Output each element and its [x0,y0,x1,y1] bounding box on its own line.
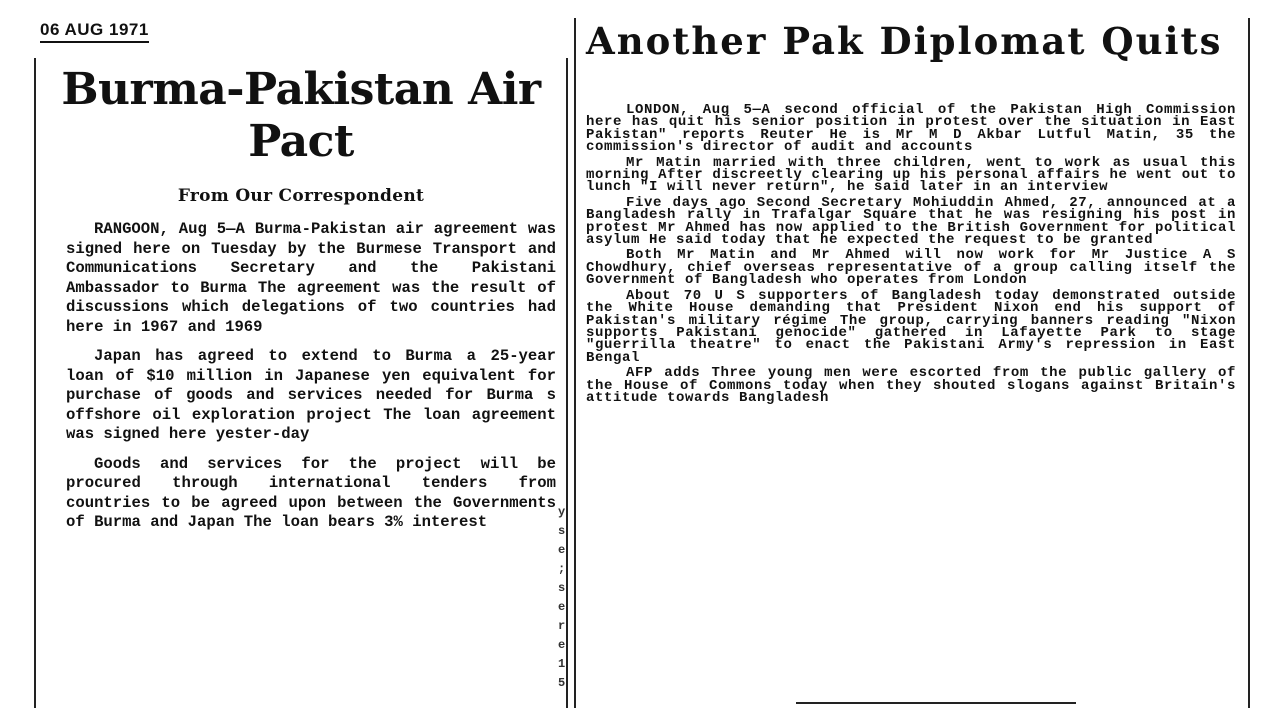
right-paragraph: Mr Matin married with three children, went to work as usual this morning After discreetly clearing up his personal affairs he went out to lunch "I will never return", he said later in an interview [586,154,1236,196]
left-body [66,220,556,543]
left-paragraph: RANGOON, Aug 5—A Burma-Pakistan air agreement was signed here on Tuesday by the Burmese Transport and Communications Secretary and the Pakistani Ambassador to Burma The agreement was the result of discussions which delegations of two countries had here in 1967 and 1969 [66,220,556,336]
margin-marks: y s e ; s e r e 15 [558,505,566,690]
bottom-rule [796,702,1076,704]
left-headline: Burma-Pakistan Air Pact [61,64,541,167]
left-byline: From Our Correspondent [177,186,425,206]
right-paragraph: Both Mr Matin and Mr Ahmed will now work for Mr Justice A S Chowdhury, chief overseas representative of a group calling itself the Government of Bangladesh who operates from London [586,247,1236,289]
right-headline: Another Pak Diplomat Quits [586,19,1223,63]
right-paragraph: About 70 U S supporters of Bangladesh today demonstrated outside the White House demanding that President Nixon end his support of Pakistan's military régime The group, carrying banners reading "Nixon supports Pakistani genocide" gathered in Lafayette Park to stage "guerrilla theatre" to enact the Pakistani Army's repression in East Bengal [586,287,1236,366]
right-body [586,104,1236,407]
left-clipping [34,58,568,708]
left-paragraph: Japan has agreed to extend to Burma a 25-year loan of $10 million in Japanese yen equivalent for purchase of goods and services needed for Burma s offshore oil exploration project The loan agreement was signed here yester-day [66,347,556,443]
right-paragraph: AFP adds Three young men were escorted from the public gallery of the House of Commons today when they shouted slogans against Britain's attitude towards Bangladesh [586,365,1236,406]
right-clipping [574,18,1250,708]
right-paragraph: Five days ago Second Secretary Mohiuddin Ahmed, 27, announced at a Bangladesh rally in Trafalgar Square that he was resigning his post in protest Mr Ahmed has now applied to the British Government for political asylum He said today that he expected the request to be granted [586,194,1236,249]
clipping-date: 06 AUG 1971 [40,20,149,43]
right-paragraph: LONDON, Aug 5—A second official of the Pakistan High Commission here has quit his senior position in protest over the situation in East Pakistan" reports Reuter He is Mr M D Akbar Lutful Matin, 35 the commission's director of audit and accounts [586,102,1236,156]
left-paragraph: Goods and services for the project will be procured through international tenders from countries to be agreed upon between the Governments of Burma and Japan The loan bears 3% interest [66,454,556,531]
